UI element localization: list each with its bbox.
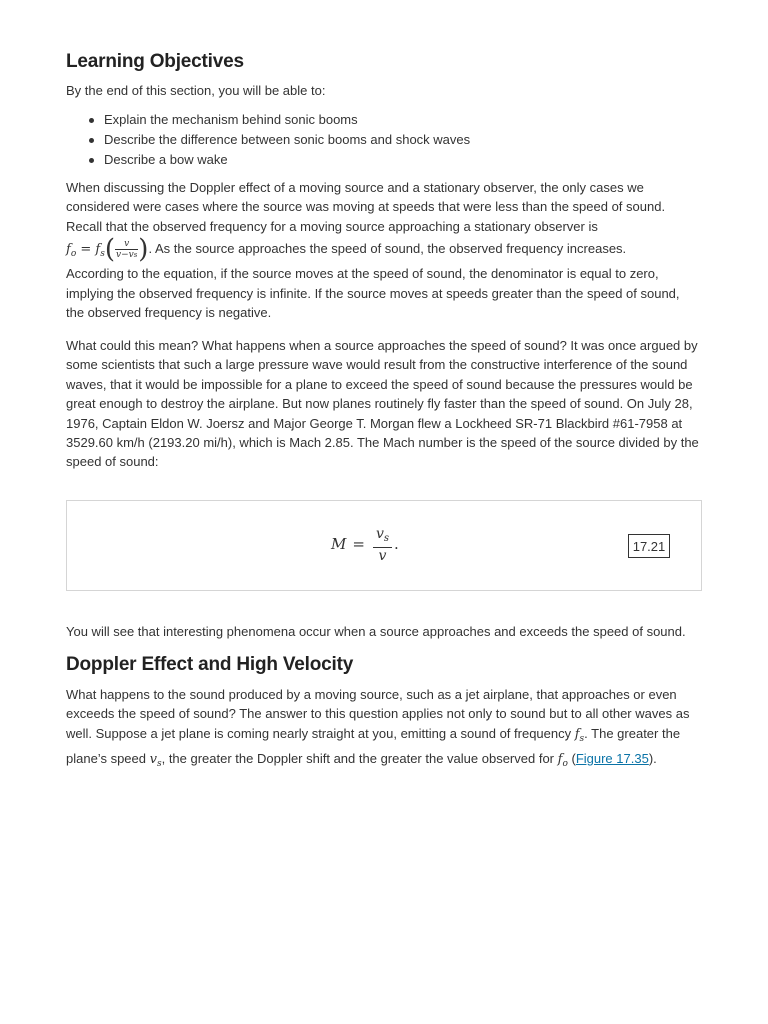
observed-frequency-formula: $f_o = f_s$( $\frac{v}{v-vs}$ )	[66, 234, 149, 265]
equation-numerator-sub: s	[383, 532, 389, 544]
objectives-list	[66, 110, 706, 169]
paragraph-high-velocity	[66, 685, 706, 775]
objective-item: Explain the mechanism behind sonic booms	[66, 110, 706, 129]
objective-item: Describe the difference between sonic booms and shock waves	[66, 130, 706, 149]
equation-number: 17.21	[628, 534, 670, 558]
fs-symbol: $f_s$	[574, 726, 585, 744]
paragraph-doppler-intro	[66, 178, 706, 322]
equation-numerator: v	[375, 525, 384, 542]
figure-link[interactable]: Figure 17.35	[575, 751, 649, 767]
section-title-doppler-high-velocity: Doppler Effect and High Velocity	[66, 654, 354, 675]
equation-fraction	[373, 526, 392, 565]
vs-symbol: $v_s$	[149, 752, 162, 770]
text-segment: , the greater the Doppler shift and the greater the value observed for	[161, 751, 558, 767]
paragraph-line: According to the equation, if the source moves at the speed of sound, the denominator is equal to zero,	[66, 266, 659, 282]
paragraph-line: When discussing the Doppler effect of a moving source and a stationary observer, the only cases we	[66, 180, 644, 195]
mach-number-equation	[331, 527, 399, 563]
equation-period: .	[394, 535, 399, 554]
equation-box	[66, 500, 702, 591]
paragraph-line: the observed frequency is negative.	[66, 305, 272, 321]
formula-line: $f_o = f_s$( $\frac{v}{v-vs}$ ). As the source approaches the speed of sound, the observed frequency increases.	[66, 234, 627, 265]
text-segment: . The greater the plane’s speed	[66, 725, 681, 767]
paragraph-line: implying the observed frequency is infinite. If the source moves at speeds greater than the speed of sound,	[66, 285, 680, 301]
objective-item: Describe a bow wake	[66, 150, 706, 169]
paragraph-mach-history: What could this mean? What happens when a source approaches the speed of sound? It was once argued by some scientists that such a large pressure wave would result from the constructive interference of the sound waves, that it would be impossible for a plane to exceed the speed of sound because the pressures would be great enough to destroy the airplane. But now planes routinely fly faster than the speed of sound. On July 28, 1976, Captain Eldon W. Joersz and Major George T. Morgan flew a Lockheed SR-71 Blackbird #61-7958 at 3529.60 km/h (2193.20 mi/h), which is Mach 2.85. The Mach number is the speed of the source divided by the speed of sound:	[66, 338, 699, 470]
paragraph-phenomena: You will see that interesting phenomena occur when a source approaches and exceeds the speed of sound.	[66, 624, 686, 639]
paragraph-line: considered were cases where the source was moving at speeds that were less than the speed of sound.	[66, 199, 666, 215]
objectives-intro: By the end of this section, you will be able to:	[66, 83, 326, 98]
formula-tail-text: As the source approaches the speed of sound, the observed frequency increases.	[152, 241, 627, 257]
section-title-learning-objectives: Learning Objectives	[66, 51, 244, 72]
text-segment: ).	[648, 751, 657, 767]
paragraph-line: Recall that the observed frequency for a moving source approaching a stationary observer is	[66, 218, 598, 234]
equation-lhs: M	[331, 535, 347, 554]
text-segment: (	[567, 751, 576, 767]
equation-denominator: v	[378, 547, 387, 564]
text-segment: What happens to the sound produced by a moving source, such as a jet airplane, that approaches or even exceeds the speed of sound? The answer to this question applies not only to sound but to all other waves as well. Suppose a jet plane is coming nearly straight at you, emitting a sound of frequency	[66, 687, 690, 741]
fo-symbol: $f_o$	[557, 752, 568, 770]
equation-equals: =	[352, 535, 365, 554]
